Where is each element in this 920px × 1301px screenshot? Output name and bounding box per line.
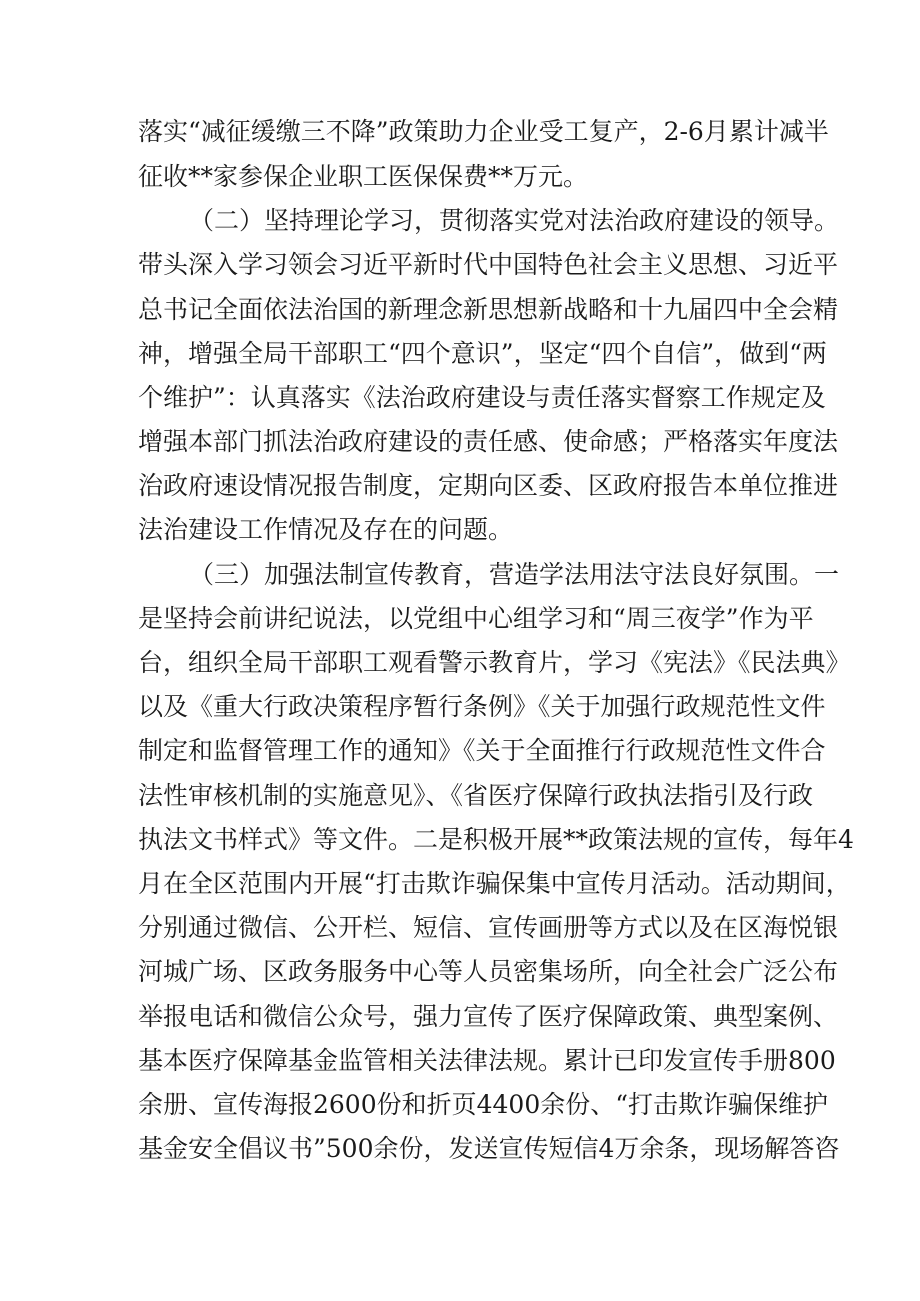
text-line: 台，组织全局干部职工观看警示教育片，学习《宪法》《民法典》	[138, 648, 851, 677]
text-line: 基本医疗保障基金监管相关法律法规。累计已印发宣传手册800	[138, 1046, 836, 1075]
text-line: 是坚持会前讲纪说法，以党组中心组学习和“周三夜学”作为平	[138, 604, 814, 633]
text-line: 执法文书样式》等文件。二是积极开展**政策法规的宣传，每年4	[138, 825, 854, 854]
text-line: 制定和监督管理工作的通知》《关于全面推行行政规范性文件合	[138, 736, 826, 765]
text-line: 余册、宣传海报2600份和折页4400余份、“打击欺诈骗保维护	[138, 1090, 829, 1119]
text-line: 河城广场、区政务服务中心等人员密集场所，向全社会广泛公布	[138, 957, 839, 986]
text-line: 带头深入学习领会习近平新时代中国特色社会主义思想、习近平	[138, 250, 839, 279]
text-line: 分别通过微信、公开栏、短信、宣传画册等方式以及在区海悦银	[138, 913, 839, 942]
text-line: 治政府速设情况报告制度，定期向区委、区政府报告本单位推进	[138, 471, 839, 500]
section-heading-3: （三）加强法制宣传教育，营造学法用法守法良好氛围。一	[189, 560, 840, 589]
text-line: 基金安全倡议书”500余份，发送宣传短信4万余条，现场解答咨	[138, 1134, 840, 1163]
text-line: 总书记全面依法治国的新理念新思想新战略和十九届四中全会精	[138, 295, 839, 324]
text-line: 月在全区范围内开展“打击欺诈骗保集中宣传月活动。活动期间，	[138, 869, 851, 898]
text-line: 个维护”：认真落实《法治政府建设与责任落实督察工作规定及	[138, 383, 826, 412]
section-heading-2: （二）坚持理论学习，贯彻落实党对法治政府建设的领导。	[189, 206, 840, 235]
text-line: 以及《重大行政决策程序暂行条例》《关于加强行政规范性文件	[138, 692, 826, 721]
text-line: 神，增强全局干部职工“四个意识”，坚定“四个自信”，做到“两	[138, 339, 827, 368]
text-line: 举报电话和微信公众号，强力宣传了医疗保障政策、典型案例、	[138, 1002, 839, 1031]
text-line: 征收**家参保企业职工医保保费**万元。	[138, 162, 589, 191]
text-line: 法治建设工作情况及存在的问题。	[138, 515, 514, 544]
text-line: 落实“减征缓缴三不降”政策助力企业受工复产，2-6月累计减半	[138, 117, 829, 146]
text-line: 法性审核机制的实施意见》、《省医疗保障行政执法指引及行政	[138, 781, 814, 810]
text-line: 增强本部门抓法治政府建设的责任感、使命感；严格落实年度法	[138, 427, 839, 456]
